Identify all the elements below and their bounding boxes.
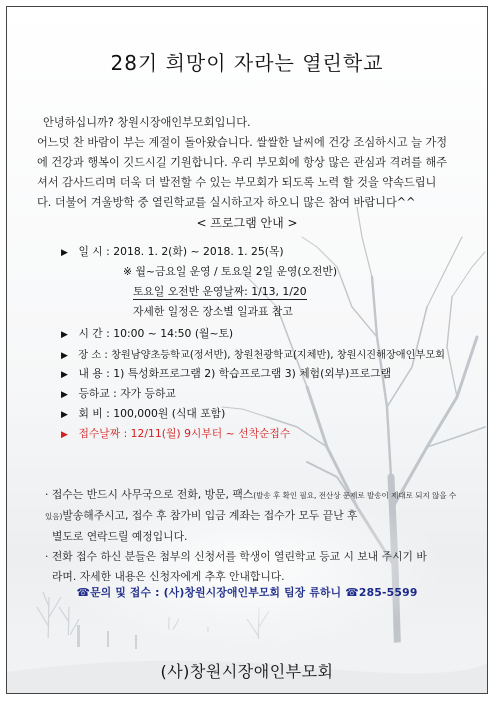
date-note-schedule: ※ 월~금요일 운영 / 토요일 2일 운영(오전반) [123, 265, 338, 278]
note-1-text-cont: 발송해주시고, 접수 후 참가비 입금 계좌는 접수가 모두 끝난 후 [62, 509, 358, 522]
notes-section [45, 485, 461, 587]
intro-line: 에 건강과 행복이 깃드시길 기원합니다. 우리 부모회에 항상 많은 관심과 격려를 해주 [37, 156, 448, 169]
info-row-commute [61, 386, 176, 401]
content-label: 내 용 [78, 367, 103, 380]
time-value: : 10:00 ~ 14:50 (월~토) [106, 327, 234, 340]
time-label: 시 간 [78, 327, 103, 340]
intro-line: 셔서 감사드리며 더욱 더 발전할 수 있는 부모회가 되도록 노력 할 것을 약속드립니 [37, 176, 437, 189]
place-label: 장 소 [78, 350, 102, 361]
date-note-details: 자세한 일정은 장소별 일과표 참고 [133, 305, 293, 318]
bullet-arrow-icon: ▶ [61, 410, 68, 420]
program-info-heading: < 프로그램 안내 > [196, 216, 298, 230]
bullet-arrow-icon: ▶ [61, 430, 68, 440]
info-row-apply [61, 426, 290, 441]
note-1-line-end: 별도로 연락드릴 예정입니다. [52, 530, 188, 543]
flyer-title: 28기 희망이 자라는 열린학교 [110, 51, 384, 75]
note-2-line-1: · 전화 접수 하신 분들은 첨부의 신청서를 학생이 열린학교 등교 시 보내 주시기 바 [45, 550, 427, 563]
apply-label: 접수날짜 [78, 427, 121, 440]
note-1-small-print: (발송 후 확인 필요, 전산상 문제로 발송이 제대로 되지 않을 수 있음) [45, 491, 457, 521]
intro-paragraph [37, 113, 461, 213]
commute-label: 등하교 [78, 387, 110, 400]
intro-line: 다. 더불어 겨울방학 중 열린학교를 실시하고자 하오니 많은 참여 바랍니다^^ [37, 196, 416, 209]
contact-info: ☎문의 및 접수 : (사)창원시장애인부모회 팀장 류하니 ☎285-5599 [76, 586, 418, 599]
fee-label: 회 비 [78, 407, 103, 420]
bullet-arrow-icon: ▶ [61, 351, 68, 361]
note-2-line-2: 라며. 자세한 내용은 신청자에게 추후 안내합니다. [52, 570, 285, 583]
intro-line: 어느덧 찬 바람이 부는 계절이 돌아왔습니다. 쌀쌀한 날씨에 건강 조심하시고 늘 가정 [37, 136, 448, 149]
apply-value: : 12/11(월) 9시부터 ~ 선착순접수 [123, 427, 291, 440]
bullet-arrow-icon: ▶ [61, 390, 68, 400]
bullet-arrow-icon: ▶ [61, 248, 68, 258]
note-1-text: · 접수는 반드시 사무국으로 전화, 방문, 팩스 [45, 488, 254, 501]
fee-value: : 100,000원 (식대 포함) [106, 407, 226, 420]
info-row-place [61, 346, 445, 361]
date-label: 일 시 [78, 245, 103, 258]
note-1-line-1 [45, 485, 461, 527]
commute-value: : 자가 등하교 [113, 387, 176, 400]
bullet-arrow-icon: ▶ [61, 330, 68, 340]
info-row-fee [61, 406, 225, 421]
place-value: : 창원남양초등학교(정서반), 창원천광학교(지체반), 창원시진해장애인부모회 [104, 350, 446, 361]
info-row-content [61, 366, 391, 381]
saturday-dates: 토요일 오전반 운영날짜: 1/13, 1/20 [133, 285, 307, 298]
info-row-date [61, 244, 284, 259]
date-value: : 2018. 1. 2(화) ~ 2018. 1. 25(목) [106, 245, 284, 258]
bullet-arrow-icon: ▶ [61, 370, 68, 380]
info-row-time [61, 326, 233, 341]
intro-greeting: 안녕하십니까? 창원시장애인부모회입니다. [43, 116, 251, 129]
organization-footer: (사)창원시장애인부모회 [160, 662, 334, 681]
date-note-saturday [133, 284, 307, 299]
flyer-page [6, 6, 488, 694]
content-value: : 1) 특성화프로그램 2) 학습프로그램 3) 체험(외부)프로그램 [106, 367, 392, 380]
